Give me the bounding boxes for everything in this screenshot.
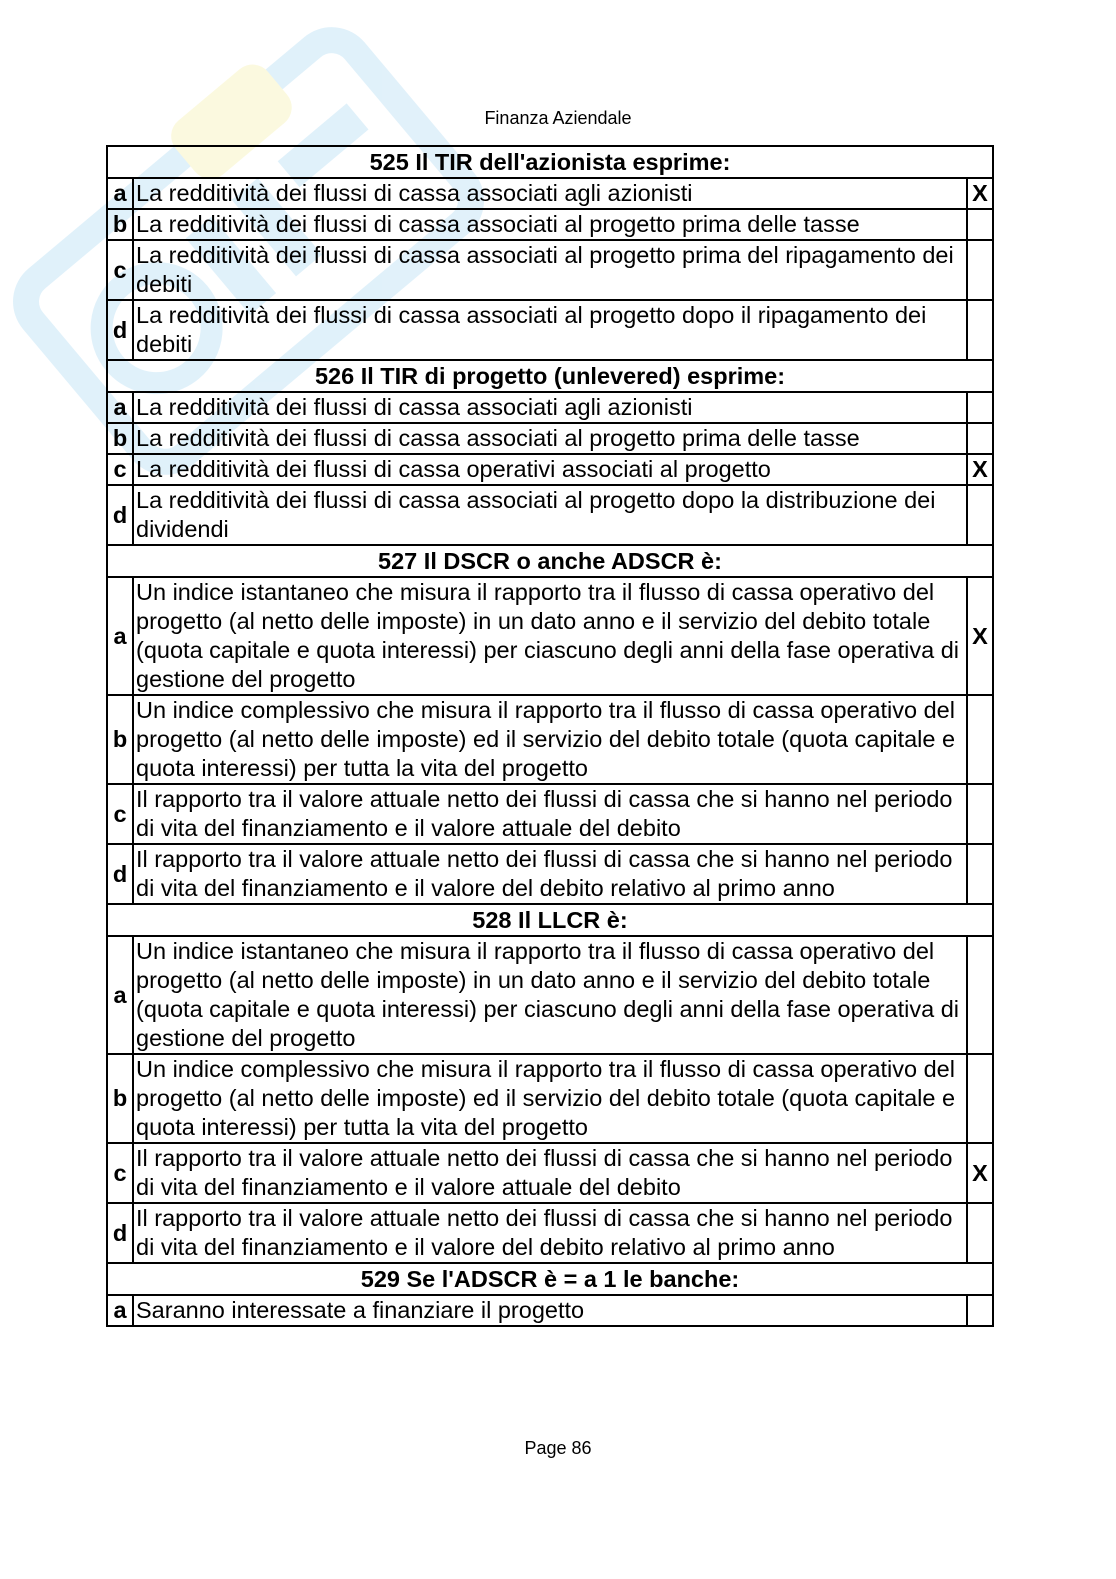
answer-mark <box>967 300 993 360</box>
option-text: La redditività dei flussi di cassa associati agli azionisti <box>133 392 967 423</box>
option-text: Un indice complessivo che misura il rapporto tra il flusso di cassa operativo del progetto (al netto delle imposte) ed il servizio del debito totale (quota capitale e quota interessi) per tutta la vita del progetto <box>133 1054 967 1143</box>
option-text: La redditività dei flussi di cassa associati al progetto prima delle tasse <box>133 209 967 240</box>
option-row <box>107 936 993 1054</box>
option-row <box>107 240 993 300</box>
question-row <box>107 146 993 178</box>
answer-mark <box>967 240 993 300</box>
answer-mark <box>967 209 993 240</box>
option-letter: a <box>107 1295 133 1326</box>
answer-mark <box>967 936 993 1054</box>
question-title: 526 Il TIR di progetto (unlevered) esprime: <box>107 360 993 392</box>
option-row <box>107 300 993 360</box>
question-row <box>107 904 993 936</box>
option-text: La redditività dei flussi di cassa associati al progetto prima delle tasse <box>133 423 967 454</box>
option-letter: b <box>107 1054 133 1143</box>
option-text: La redditività dei flussi di cassa operativi associati al progetto <box>133 454 967 485</box>
option-text: Un indice istantaneo che misura il rapporto tra il flusso di cassa operativo del progetto (al netto delle imposte) in un dato anno e il servizio del debito totale (quota capitale e quota interessi) per ciascuno degli anni della fase operativa di gestione del progetto <box>133 577 967 695</box>
answer-mark <box>967 392 993 423</box>
option-text: Un indice istantaneo che misura il rapporto tra il flusso di cassa operativo del progetto (al netto delle imposte) in un dato anno e il servizio del debito totale (quota capitale e quota interessi) per ciascuno degli anni della fase operativa di gestione del progetto <box>133 936 967 1054</box>
option-row <box>107 423 993 454</box>
option-row <box>107 1143 993 1203</box>
option-letter: b <box>107 695 133 784</box>
option-letter: a <box>107 936 133 1054</box>
option-letter: b <box>107 423 133 454</box>
answer-mark: X <box>967 577 993 695</box>
option-row <box>107 695 993 784</box>
option-letter: d <box>107 1203 133 1263</box>
option-row <box>107 844 993 904</box>
question-title: 525 Il TIR dell'azionista esprime: <box>107 146 993 178</box>
answer-mark <box>967 423 993 454</box>
option-row <box>107 577 993 695</box>
answer-mark <box>967 784 993 844</box>
option-letter: c <box>107 784 133 844</box>
option-row <box>107 1295 993 1326</box>
option-letter: a <box>107 392 133 423</box>
option-letter: c <box>107 454 133 485</box>
question-title: 528 Il LLCR è: <box>107 904 993 936</box>
answer-mark: X <box>967 454 993 485</box>
option-text: Un indice complessivo che misura il rapporto tra il flusso di cassa operativo del progetto (al netto delle imposte) ed il servizio del debito totale (quota capitale e quota interessi) per tutta la vita del progetto <box>133 695 967 784</box>
option-letter: a <box>107 178 133 209</box>
option-row <box>107 784 993 844</box>
option-text: Il rapporto tra il valore attuale netto dei flussi di cassa che si hanno nel periodo di vita del finanziamento e il valore del debito relativo al primo anno <box>133 1203 967 1263</box>
option-text: La redditività dei flussi di cassa associati al progetto dopo il ripagamento dei debiti <box>133 300 967 360</box>
option-row <box>107 209 993 240</box>
answer-mark <box>967 1295 993 1326</box>
option-letter: c <box>107 1143 133 1203</box>
option-text: Il rapporto tra il valore attuale netto dei flussi di cassa che si hanno nel periodo di vita del finanziamento e il valore attuale del debito <box>133 784 967 844</box>
question-title: 527 Il DSCR o anche ADSCR è: <box>107 545 993 577</box>
option-text: Il rapporto tra il valore attuale netto dei flussi di cassa che si hanno nel periodo di vita del finanziamento e il valore attuale del debito <box>133 1143 967 1203</box>
answer-mark <box>967 1203 993 1263</box>
question-title: 529 Se l'ADSCR è = a 1 le banche: <box>107 1263 993 1295</box>
answer-mark <box>967 1054 993 1143</box>
page-header: Finanza Aziendale <box>484 108 632 128</box>
option-letter: b <box>107 209 133 240</box>
option-row <box>107 454 993 485</box>
option-row <box>107 485 993 545</box>
answer-mark: X <box>967 1143 993 1203</box>
question-row <box>107 360 993 392</box>
option-text: Il rapporto tra il valore attuale netto dei flussi di cassa che si hanno nel periodo di vita del finanziamento e il valore del debito relativo al primo anno <box>133 844 967 904</box>
option-letter: d <box>107 300 133 360</box>
quiz-table <box>106 145 994 1327</box>
option-row <box>107 1054 993 1143</box>
option-letter: d <box>107 485 133 545</box>
option-row <box>107 392 993 423</box>
answer-mark <box>967 844 993 904</box>
answer-mark <box>967 695 993 784</box>
option-text: La redditività dei flussi di cassa associati al progetto dopo la distribuzione dei dividendi <box>133 485 967 545</box>
page-footer: Page 86 <box>524 1438 592 1458</box>
option-letter: c <box>107 240 133 300</box>
answer-mark <box>967 485 993 545</box>
option-letter: d <box>107 844 133 904</box>
option-row <box>107 1203 993 1263</box>
option-text: Saranno interessate a finanziare il progetto <box>133 1295 967 1326</box>
option-text: La redditività dei flussi di cassa associati agli azionisti <box>133 178 967 209</box>
option-row <box>107 178 993 209</box>
question-row <box>107 1263 993 1295</box>
question-row <box>107 545 993 577</box>
answer-mark: X <box>967 178 993 209</box>
option-text: La redditività dei flussi di cassa associati al progetto prima del ripagamento dei debiti <box>133 240 967 300</box>
option-letter: a <box>107 577 133 695</box>
